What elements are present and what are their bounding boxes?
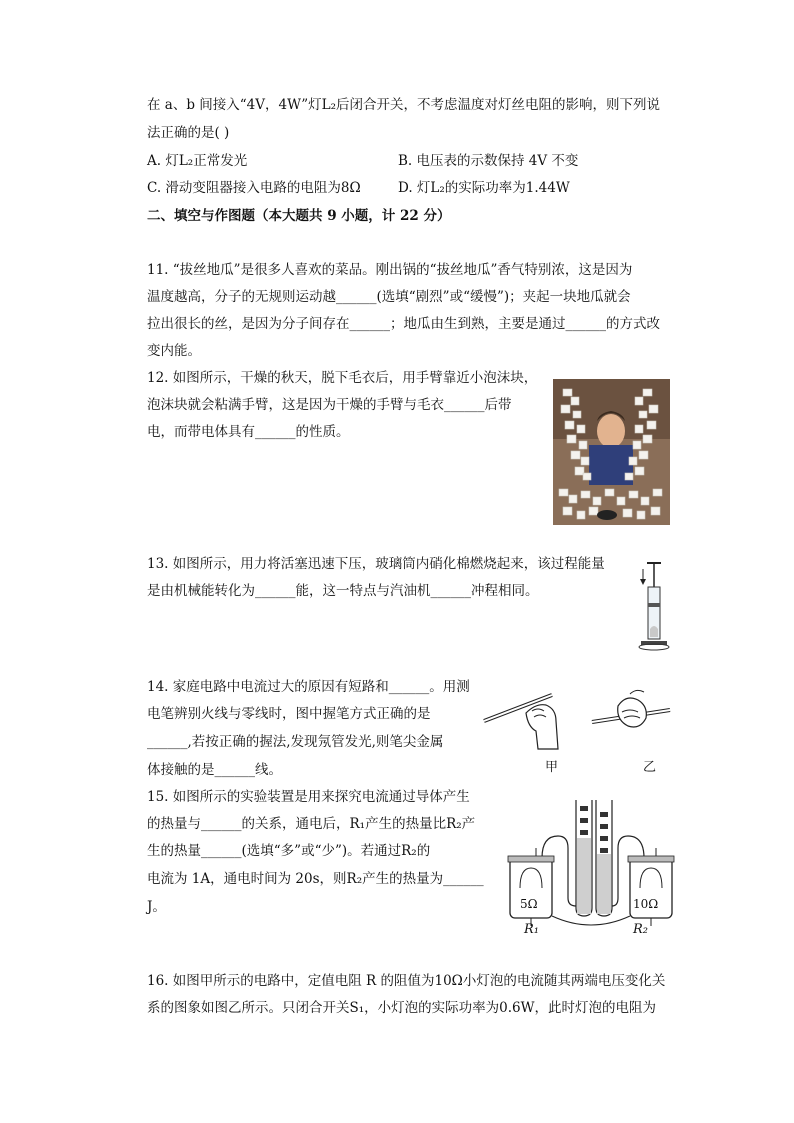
q10-option-b: B. 电压表的示数保持 4V 不变: [398, 153, 579, 169]
q16-line2: 系的图象如图乙所示。只闭合开关S₁，小灯泡的实际功率为0.6W，此时灯泡的电阻为: [147, 1000, 657, 1016]
q10-option-a: A. 灯L₂正常发光: [147, 153, 248, 169]
q15-line1: 15. 如图所示的实验装置是用来探究电流通过导体产生: [147, 789, 470, 805]
q14-line3: ______,若按正确的握法,发现氖管发光,则笔尖金属: [147, 734, 444, 750]
q12-line1: 12. 如图所示，干燥的秋天，脱下毛衣后，用手臂靠近小泡沫块，: [147, 370, 538, 386]
q15-line2: 的热量与______的关系，通电后，R₁产生的热量比R₂产: [147, 816, 476, 832]
figure-label-jia: 甲: [545, 760, 559, 775]
q14-line1: 14. 家庭电路中电流过大的原因有短路和______。用测: [147, 679, 470, 695]
q10-option-c: C. 滑动变阻器接入电路的电阻为8Ω: [147, 180, 361, 196]
q11-line3: 拉出很长的丝，是因为分子间存在______；地瓜由生到熟，主要是通过______的方式改: [147, 316, 660, 332]
q14-line4: 体接触的是______线。: [147, 762, 282, 778]
test-pen-grip-b-figure: [590, 686, 674, 742]
q11-line1: 11. “拔丝地瓜”是很多人喜欢的菜品。刚出锅的“拔丝地瓜”香气特别浓，这是因为: [147, 262, 633, 278]
foam-arms-photo: [553, 379, 670, 525]
q10-stem-line2: 法正确的是( ): [147, 125, 230, 141]
q11-line4: 变内能。: [147, 343, 201, 359]
figure-label-yi: 乙: [643, 760, 657, 775]
q15-line4: 电流为 1A，通电时间为 20s，则R₂产生的热量为______: [147, 871, 484, 887]
test-pen-grip-a-figure: [482, 683, 572, 753]
q13-line2: 是由机械能转化为______能，这一特点与汽油机______冲程相同。: [147, 583, 539, 599]
q10-option-d: D. 灯L₂的实际功率为1.44W: [398, 180, 570, 196]
q15-line5: J。: [147, 899, 166, 915]
r2-label: R₂: [633, 922, 648, 937]
q12-line2: 泡沫块就会粘满手臂，这是因为干燥的手臂与毛衣______后带: [147, 397, 512, 413]
r2-resistance-value: 10Ω: [633, 897, 659, 911]
q14-line2: 电笔辨别火线与零线时，图中握笔方式正确的是: [147, 706, 431, 722]
q16-line1: 16. 如图甲所示的电路中，定值电阻 R 的阻值为10Ω小灯泡的电流随其两端电压变化关: [147, 973, 666, 989]
q13-line1: 13. 如图所示，用力将活塞迅速下压，玻璃筒内硝化棉燃烧起来，该过程能量: [147, 556, 605, 572]
r1-label: R₁: [524, 922, 539, 937]
q15-line3: 生的热量______(选填“多”或“少”)。若通过R₂的: [147, 843, 431, 859]
r1-resistance-value: 5Ω: [520, 897, 538, 911]
joule-heating-apparatus-figure: [506, 798, 680, 940]
q10-stem-line1: 在 a、b 间接入“4V，4W”灯L₂后闭合开关，不考虑温度对灯丝电阻的影响，则下列说: [147, 97, 661, 113]
section-heading: 二、填空与作图题（本大题共 9 小题，计 22 分）: [147, 208, 451, 224]
q12-line3: 电，而带电体具有______的性质。: [147, 424, 350, 440]
piston-cylinder-figure: [637, 557, 673, 651]
q11-line2: 温度越高，分子的无规则运动越______(选填“剧烈”或“缓慢”)；夹起一块地瓜就会: [147, 289, 631, 305]
